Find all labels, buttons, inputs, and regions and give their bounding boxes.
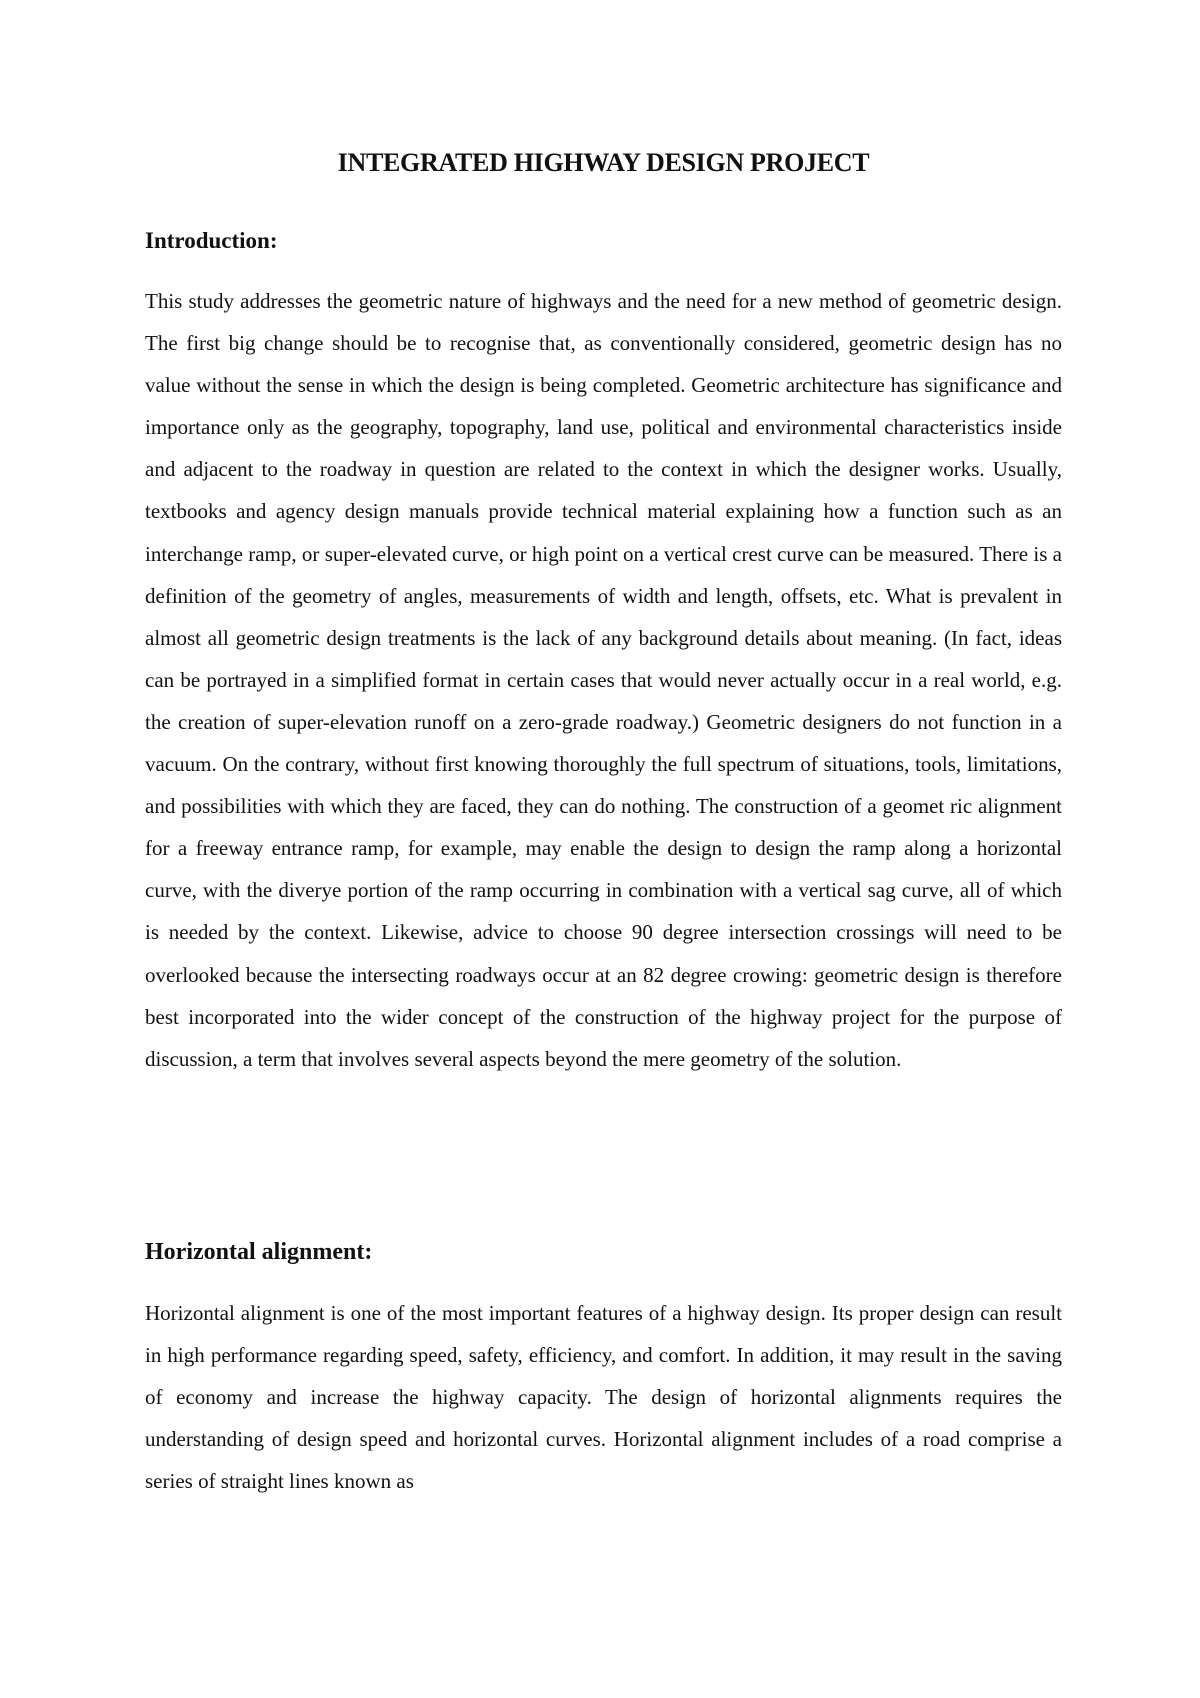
- section-body-horizontal-alignment: Horizontal alignment is one of the most important features of a highway design. Its proper design can result in high performance regarding speed, safety, efficiency, and comfort. In addition, it may result in the saving of economy and increase the highway capacity. The design of horizontal alignments requires the understanding of design speed and horizontal curves. Horizontal alignment includes of a road comprise a series of straight lines known as: [145, 1301, 1062, 1494]
- section-body-introduction: This study addresses the geometric nature of highways and the need for a new method of geometric design. The first big change should be to recognise that, as conventionally considered, geometric design has no value without the sense in which the design is being completed. Geometric architecture has significance and importance only as the geography, topography, land use, political and environmental characteristics inside and adjacent to the roadway in question are related to the context in which the designer works. Usually, textbooks and agency design manuals provide technical material explaining how a function such as an interchange ramp, or super-elevated curve, or high point on a vertical crest curve can be measured. There is a definition of the geometry of angles, measurements of width and length, offsets, etc. What is prevalent in almost all geometric design treatments is the lack of any background details about meaning. (In fact, ideas can be portrayed in a simplified format in certain cases that would never actually occur in a real world, e.g. the creation of super-elevation runoff on a zero-grade roadway.) Geometric designers do not function in a vacuum. On the contrary, without first knowing thoroughly the full spectrum of situations, tools, limitations, and possibilities with which they are faced, they can do nothing. The construction of a geomet ric alignment for a freeway entrance ramp, for example, may enable the design to design the ramp along a horizontal curve, with the diverye portion of the ramp occurring in combination with a vertical sag curve, all of which is needed by the context. Likewise, advice to choose 90 degree intersection crossings will need to be overlooked because the intersecting roadways occur at an 82 degree crowing: geometric design is therefore best incorporated into the wider concept of the construction of the highway project for the purpose of discussion, a term that involves several aspects beyond the mere geometry of the solution.: [145, 289, 1062, 1071]
- section-heading-introduction: Introduction:: [145, 228, 278, 253]
- document-title: INTEGRATED HIGHWAY DESIGN PROJECT: [337, 148, 870, 177]
- section-heading-horizontal-alignment: Horizontal alignment:: [145, 1239, 373, 1265]
